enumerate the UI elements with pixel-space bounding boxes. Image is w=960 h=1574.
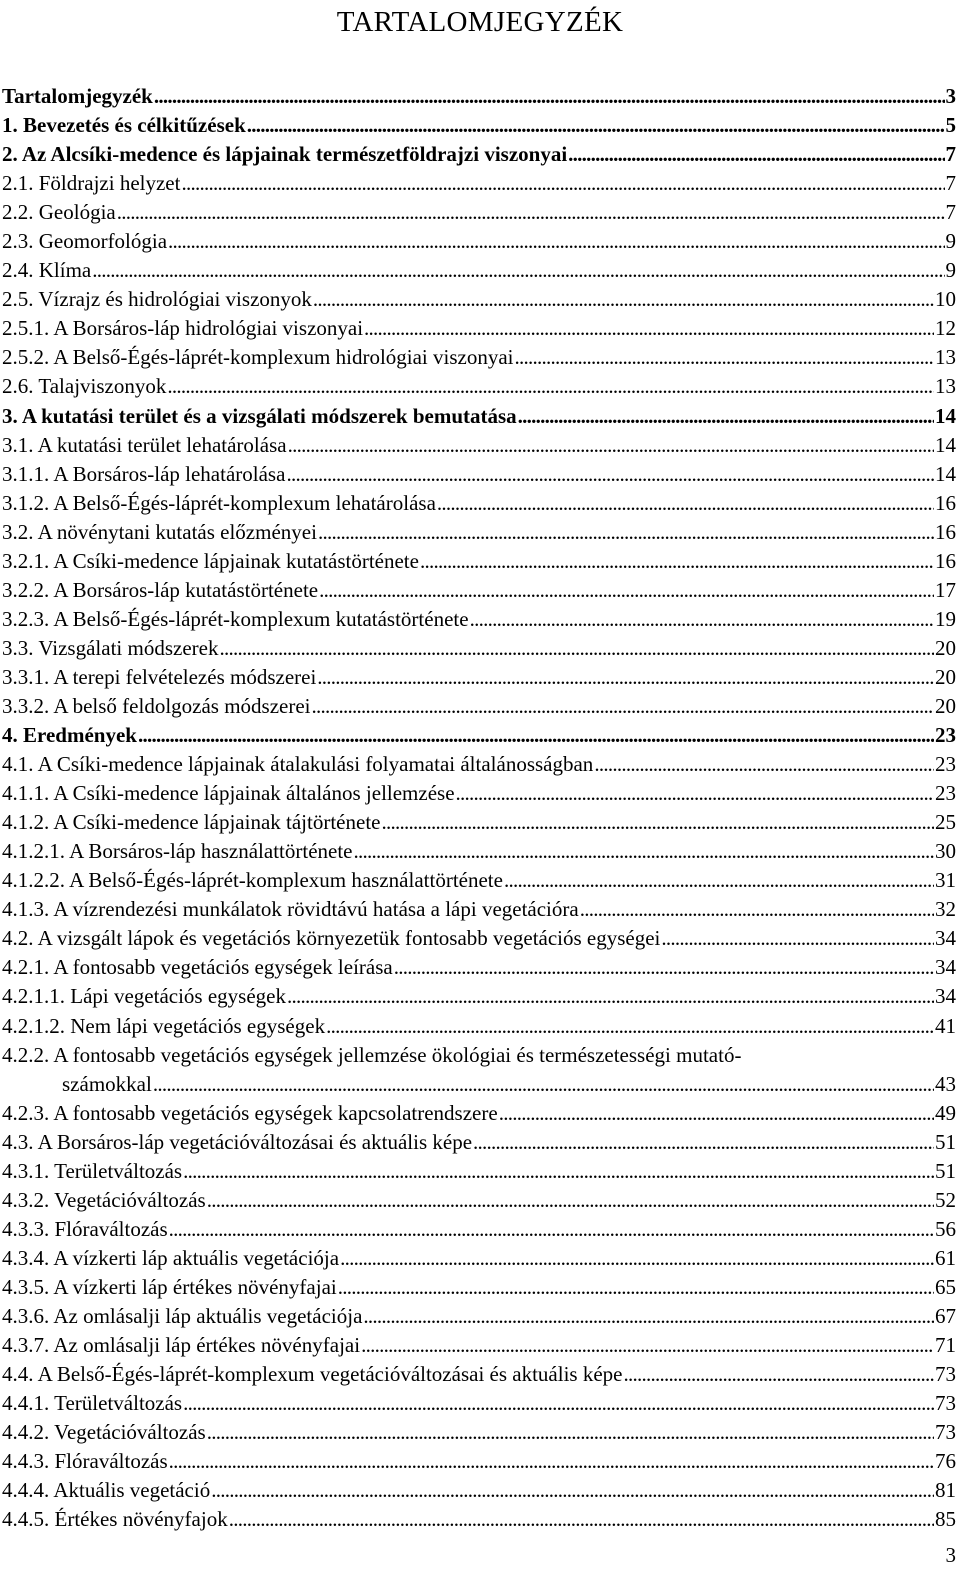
toc-leader-dots bbox=[518, 402, 934, 431]
toc-entry[interactable] bbox=[2, 489, 956, 518]
toc-leader-dots bbox=[420, 547, 934, 576]
toc-leader-dots bbox=[456, 779, 934, 808]
toc-entry-label: 4.3.3. Flóraváltozás bbox=[2, 1216, 168, 1241]
toc-entry[interactable] bbox=[2, 1273, 956, 1302]
toc-entry[interactable] bbox=[2, 924, 956, 953]
toc-entry[interactable] bbox=[2, 1012, 956, 1041]
toc-entry-page: 13 bbox=[935, 345, 956, 370]
toc-leader-dots bbox=[661, 924, 934, 953]
toc-leader-dots bbox=[340, 1244, 934, 1273]
toc-entry[interactable] bbox=[2, 1418, 956, 1447]
toc-entry-page: 7 bbox=[945, 200, 956, 225]
toc-entry-label: 4.4.1. Területváltozás bbox=[2, 1391, 183, 1416]
toc-entry[interactable] bbox=[2, 1389, 956, 1418]
toc-leader-dots bbox=[504, 866, 934, 895]
toc-entry[interactable] bbox=[2, 372, 956, 401]
toc-entry-label: 4.3.1. Területváltozás bbox=[2, 1158, 183, 1183]
toc-leader-dots bbox=[168, 227, 944, 256]
toc-entry-page: 30 bbox=[935, 839, 956, 864]
toc-leader-dots bbox=[317, 663, 934, 692]
toc-entry[interactable] bbox=[2, 198, 956, 227]
toc-entry-page: 71 bbox=[935, 1333, 956, 1358]
toc-entry-page: 76 bbox=[935, 1449, 956, 1474]
toc-entry-label: 2.1. Földrajzi helyzet bbox=[2, 171, 181, 196]
toc-entry-page: 25 bbox=[935, 810, 956, 835]
toc-entry[interactable] bbox=[2, 721, 956, 750]
toc-entry[interactable] bbox=[2, 256, 956, 285]
toc-entry[interactable] bbox=[2, 460, 956, 489]
toc-entry-page: 56 bbox=[935, 1216, 956, 1241]
toc-entry[interactable] bbox=[2, 837, 956, 866]
toc-entry[interactable] bbox=[2, 1447, 956, 1476]
toc-leader-dots bbox=[580, 895, 934, 924]
toc-entry[interactable] bbox=[2, 692, 956, 721]
toc-entry-label: 4.3.4. A vízkerti láp aktuális vegetációja bbox=[2, 1245, 340, 1270]
toc-entry-label: 4.1.2.2. A Belső-Égés-láprét-komplexum használattörténete bbox=[2, 868, 503, 893]
toc-leader-dots bbox=[470, 605, 934, 634]
toc-entry-label: 4.1. A Csíki-medence lápjainak átalakulási folyamatai általánosságban bbox=[2, 752, 594, 777]
toc-entry-page: 7 bbox=[945, 142, 956, 167]
toc-entry-page: 3 bbox=[945, 84, 956, 108]
toc-entry-page: 67 bbox=[935, 1303, 956, 1328]
toc-leader-dots bbox=[287, 982, 934, 1011]
toc-entry[interactable] bbox=[2, 82, 956, 111]
toc-entry-label: 3.3.2. A belső feldolgozás módszerei bbox=[2, 693, 311, 718]
toc-entry[interactable] bbox=[2, 1331, 956, 1360]
toc-entry[interactable] bbox=[2, 1215, 956, 1244]
toc-entry-page: 20 bbox=[935, 693, 956, 718]
toc-leader-dots bbox=[338, 1273, 934, 1302]
toc-entry[interactable] bbox=[2, 982, 956, 1011]
toc-leader-dots bbox=[354, 837, 935, 866]
page-title: TARTALOMJEGYZÉK bbox=[336, 6, 624, 38]
toc-entry[interactable] bbox=[2, 547, 956, 576]
table-of-contents bbox=[2, 82, 956, 1534]
toc-entry-page: 73 bbox=[935, 1362, 956, 1387]
toc-entry-page: 5 bbox=[945, 113, 956, 138]
toc-entry[interactable] bbox=[2, 285, 956, 314]
toc-entry[interactable] bbox=[2, 895, 956, 924]
toc-entry-page: 34 bbox=[935, 955, 956, 980]
toc-leader-dots bbox=[326, 1012, 934, 1041]
toc-entry-label: 1. Bevezetés és célkitűzések bbox=[2, 113, 246, 138]
toc-entry-label: 3.2.1. A Csíki-medence lápjainak kutatástörténete bbox=[2, 548, 419, 573]
toc-entry-page: 34 bbox=[935, 926, 956, 951]
toc-entry-label: 2.5.1. A Borsáros-láp hidrológiai viszonyai bbox=[2, 316, 364, 341]
toc-entry-page: 23 bbox=[935, 752, 956, 777]
toc-leader-dots bbox=[364, 314, 934, 343]
toc-entry-label: 3.2.2. A Borsáros-láp kutatástörténete bbox=[2, 577, 319, 602]
toc-entry-label: 4.4.5. Értékes növényfajok bbox=[2, 1507, 228, 1532]
toc-entry[interactable] bbox=[2, 343, 956, 372]
toc-entry[interactable] bbox=[2, 634, 956, 663]
toc-entry-label: 3. A kutatási terület és a vizsgálati módszerek bemutatása bbox=[2, 403, 517, 428]
toc-entry-page: 73 bbox=[935, 1420, 956, 1445]
toc-entry-page: 65 bbox=[935, 1274, 956, 1299]
toc-leader-dots bbox=[499, 1099, 934, 1128]
page-number: 3 bbox=[945, 1543, 956, 1567]
toc-entry-page: 7 bbox=[945, 171, 956, 196]
toc-entry-label: 2.3. Geomorfológia bbox=[2, 229, 168, 254]
toc-leader-dots bbox=[183, 1389, 934, 1418]
toc-leader-dots bbox=[473, 1128, 934, 1157]
toc-entry-label: 4.2.3. A fontosabb vegetációs egységek kapcsolatrendszere bbox=[2, 1100, 498, 1125]
toc-entry-label: 2.4. Klíma bbox=[2, 258, 92, 283]
toc-entry-page: 16 bbox=[935, 548, 956, 573]
toc-entry-label: 4.3.2. Vegetációváltozás bbox=[2, 1187, 206, 1212]
toc-leader-dots bbox=[318, 518, 934, 547]
toc-leader-dots bbox=[92, 256, 944, 285]
toc-entry[interactable] bbox=[2, 169, 956, 198]
toc-leader-dots bbox=[154, 82, 945, 111]
toc-entry-label: 4. Eredmények bbox=[2, 723, 137, 748]
toc-entry[interactable] bbox=[2, 111, 956, 140]
toc-leader-dots bbox=[568, 140, 944, 169]
toc-entry-page: 32 bbox=[935, 897, 956, 922]
toc-entry-page: 85 bbox=[935, 1507, 956, 1532]
toc-entry-page: 49 bbox=[935, 1100, 956, 1125]
toc-entry[interactable] bbox=[2, 750, 956, 779]
toc-entry[interactable] bbox=[2, 1302, 956, 1331]
toc-entry[interactable] bbox=[2, 1128, 956, 1157]
toc-entry[interactable] bbox=[2, 431, 956, 460]
toc-leader-dots bbox=[207, 1418, 934, 1447]
toc-entry-page: 20 bbox=[935, 664, 956, 689]
toc-entry-page: 81 bbox=[935, 1478, 956, 1503]
toc-entry-label: 4.4.3. Flóraváltozás bbox=[2, 1449, 168, 1474]
toc-entry-label: 3.3. Vizsgálati módszerek bbox=[2, 635, 219, 660]
toc-entry-label: 4.3. A Borsáros-láp vegetációváltozásai és aktuális képe bbox=[2, 1129, 473, 1154]
toc-entry-page: 16 bbox=[935, 490, 956, 515]
toc-entry-page: 16 bbox=[935, 519, 956, 544]
toc-entry[interactable] bbox=[2, 140, 956, 169]
toc-leader-dots bbox=[312, 692, 934, 721]
toc-leader-dots bbox=[363, 1302, 934, 1331]
toc-entry-label: 4.3.7. Az omlásalji láp értékes növényfajai bbox=[2, 1333, 361, 1358]
toc-entry-label: 4.2.1. A fontosabb vegetációs egységek leírása bbox=[2, 955, 393, 980]
toc-leader-dots bbox=[623, 1360, 934, 1389]
toc-entry-label: 4.1.2.1. A Borsáros-láp használattörténete bbox=[2, 839, 353, 864]
toc-entry-page: 23 bbox=[935, 781, 956, 806]
toc-entry-label: 2.2. Geológia bbox=[2, 200, 116, 225]
toc-leader-dots bbox=[183, 1157, 934, 1186]
toc-leader-dots bbox=[286, 460, 934, 489]
toc-leader-dots bbox=[219, 634, 934, 663]
toc-entry[interactable] bbox=[2, 1476, 956, 1505]
toc-leader-dots bbox=[437, 489, 934, 518]
toc-entry-label: 2.6. Talajviszonyok bbox=[2, 374, 167, 399]
toc-entry[interactable] bbox=[2, 576, 956, 605]
toc-entry[interactable] bbox=[2, 808, 956, 837]
toc-entry-label: 4.1.1. A Csíki-medence lápjainak általános jellemzése bbox=[2, 781, 455, 806]
toc-entry[interactable] bbox=[2, 1244, 956, 1273]
toc-entry[interactable] bbox=[2, 1186, 956, 1215]
toc-leader-dots bbox=[394, 953, 934, 982]
toc-entry-label: Tartalomjegyzék bbox=[2, 84, 153, 108]
toc-entry-page: 9 bbox=[945, 258, 956, 283]
toc-entry-label: 4.1.3. A vízrendezési munkálatok rövidtávú hatása a lápi vegetációra bbox=[2, 897, 579, 922]
toc-entry-label: 3.2. A növénytani kutatás előzményei bbox=[2, 519, 317, 544]
toc-entry-page: 43 bbox=[935, 1071, 956, 1096]
toc-entry-page: 20 bbox=[935, 635, 956, 660]
toc-entry[interactable] bbox=[2, 1505, 956, 1534]
toc-entry-page: 23 bbox=[935, 723, 956, 748]
toc-entry[interactable] bbox=[2, 866, 956, 895]
toc-entry-label: 4.2.1.2. Nem lápi vegetációs egységek bbox=[2, 1013, 326, 1038]
toc-entry-page: 17 bbox=[935, 577, 956, 602]
toc-entry-page: 10 bbox=[935, 287, 956, 312]
toc-entry-label: 4.3.5. A vízkerti láp értékes növényfajai bbox=[2, 1274, 337, 1299]
toc-entry-label: 3.1.1. A Borsáros-láp lehatárolása bbox=[2, 461, 286, 486]
toc-entry-label: 2.5.2. A Belső-Égés-láprét-komplexum hidrológiai viszonyai bbox=[2, 345, 514, 370]
toc-entry[interactable] bbox=[2, 314, 956, 343]
toc-entry-label: 4.2. A vizsgált lápok és vegetációs környezetük fontosabb vegetációs egységei bbox=[2, 926, 661, 951]
toc-leader-dots bbox=[167, 372, 934, 401]
toc-entry-page: 51 bbox=[935, 1158, 956, 1183]
toc-leader-dots bbox=[153, 1070, 934, 1099]
toc-entry-page: 41 bbox=[935, 1013, 956, 1038]
toc-leader-dots bbox=[313, 285, 934, 314]
toc-entry-page: 61 bbox=[935, 1245, 956, 1270]
toc-leader-dots bbox=[247, 111, 945, 140]
toc-entry-page: 73 bbox=[935, 1391, 956, 1416]
toc-entry-label: 4.2.2. A fontosabb vegetációs egységek jellemzése ökológiai és természetességi mutató- bbox=[2, 1042, 742, 1067]
toc-leader-dots bbox=[117, 198, 945, 227]
toc-leader-dots bbox=[361, 1331, 934, 1360]
toc-leader-dots bbox=[319, 576, 934, 605]
toc-entry-wrapped-line1[interactable] bbox=[2, 1041, 956, 1070]
toc-entry-label: 2.5. Vízrajz és hidrológiai viszonyok bbox=[2, 287, 312, 312]
toc-leader-dots bbox=[138, 721, 934, 750]
toc-entry-page: 19 bbox=[935, 606, 956, 631]
toc-leader-dots bbox=[169, 1215, 934, 1244]
toc-leader-dots bbox=[211, 1476, 934, 1505]
toc-leader-dots bbox=[515, 343, 935, 372]
toc-entry-page: 31 bbox=[935, 868, 956, 893]
toc-entry-page: 34 bbox=[935, 984, 956, 1009]
toc-entry-page: 14 bbox=[935, 461, 956, 486]
toc-entry-page: 9 bbox=[945, 229, 956, 254]
toc-entry-page: 14 bbox=[935, 432, 956, 457]
toc-entry-page: 52 bbox=[935, 1187, 956, 1212]
toc-entry[interactable] bbox=[2, 227, 956, 256]
toc-entry-page: 14 bbox=[935, 403, 956, 428]
toc-entry-wrapped-line2[interactable] bbox=[2, 1070, 956, 1099]
toc-entry[interactable] bbox=[2, 953, 956, 982]
toc-entry[interactable] bbox=[2, 1157, 956, 1186]
toc-entry-label: 4.1.2. A Csíki-medence lápjainak tájtörténete bbox=[2, 810, 381, 835]
toc-entry-label: 2. Az Alcsíki-medence és lápjainak természetföldrajzi viszonyai bbox=[2, 142, 568, 167]
toc-leader-dots bbox=[207, 1186, 934, 1215]
toc-entry-label: 4.4.4. Aktuális vegetáció bbox=[2, 1478, 211, 1503]
toc-leader-dots bbox=[181, 169, 944, 198]
toc-entry-page: 51 bbox=[935, 1129, 956, 1154]
toc-leader-dots bbox=[169, 1447, 934, 1476]
toc-entry-label: 3.2.3. A Belső-Égés-láprét-komplexum kutatástörténete bbox=[2, 606, 469, 631]
toc-entry-label: 4.4. A Belső-Égés-láprét-komplexum vegetációváltozásai és aktuális képe bbox=[2, 1362, 623, 1387]
toc-entry-label: 4.4.2. Vegetációváltozás bbox=[2, 1420, 206, 1445]
toc-entry-label: 3.1.2. A Belső-Égés-láprét-komplexum lehatárolása bbox=[2, 490, 436, 515]
toc-entry[interactable] bbox=[2, 605, 956, 634]
toc-entry[interactable] bbox=[2, 779, 956, 808]
toc-entry[interactable] bbox=[2, 518, 956, 547]
toc-entry-label: 3.3.1. A terepi felvételezés módszerei bbox=[2, 664, 317, 689]
toc-entry-label: 4.2.1.1. Lápi vegetációs egységek bbox=[2, 984, 286, 1009]
toc-entry[interactable] bbox=[2, 1360, 956, 1389]
toc-leader-dots bbox=[288, 431, 934, 460]
toc-leader-dots bbox=[229, 1505, 934, 1534]
toc-entry-page: 13 bbox=[935, 374, 956, 399]
toc-entry-label: 4.3.6. Az omlásalji láp aktuális vegetációja bbox=[2, 1303, 363, 1328]
toc-entry[interactable] bbox=[2, 1099, 956, 1128]
toc-entry-label: számokkal bbox=[62, 1071, 152, 1096]
toc-leader-dots bbox=[381, 808, 934, 837]
toc-entry-label: 3.1. A kutatási terület lehatárolása bbox=[2, 432, 287, 457]
toc-entry-page: 12 bbox=[935, 316, 956, 341]
toc-leader-dots bbox=[594, 750, 934, 779]
toc-entry[interactable] bbox=[2, 402, 956, 431]
toc-entry[interactable] bbox=[2, 663, 956, 692]
